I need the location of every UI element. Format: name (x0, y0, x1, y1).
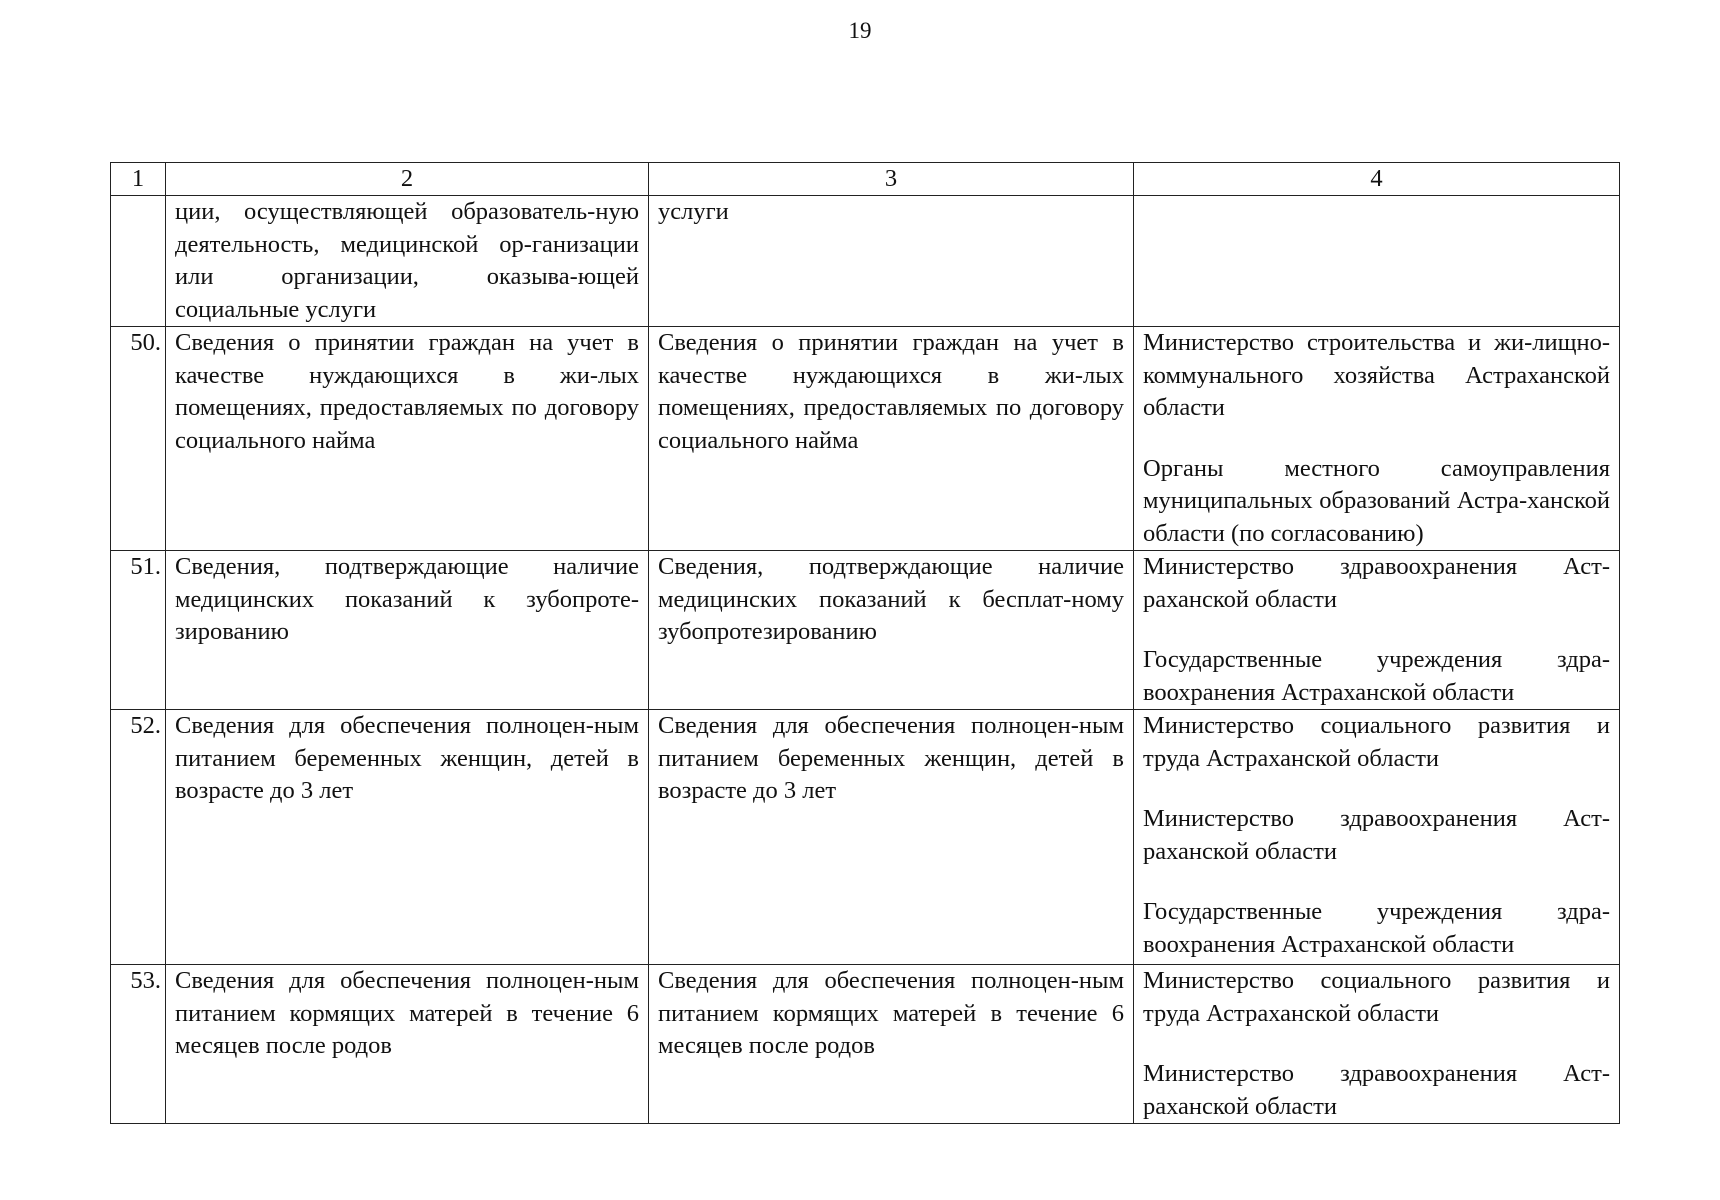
table-header-row (111, 163, 1620, 196)
service-info-text: Сведения, подтверждающие наличие медицинских показаний к бесплат-ному зубопротезированию (658, 553, 1124, 645)
table-row-continuation (111, 196, 1620, 327)
row-number: 51. (111, 551, 166, 710)
info-name-text: Сведения, подтверждающие наличие медицинских показаний к зубопроте-зированию (175, 553, 639, 645)
service-info-text: Сведения о принятии граждан на учет в качестве нуждающихся в жи-лых помещениях, предоставляемых по договору социального найма (658, 329, 1124, 454)
table-row (111, 327, 1620, 551)
authority-cell (1134, 710, 1620, 965)
row-number: 53. (111, 965, 166, 1124)
service-info-cell (649, 551, 1134, 710)
row-number: 50. (111, 327, 166, 551)
info-name-cell (166, 196, 649, 327)
authority-text: Государственные учреждения здра-воохранения Астраханской области (1143, 646, 1610, 706)
info-name-text: Сведения для обеспечения полноцен-ным питанием кормящих матерей в течение 6 месяцев после родов (175, 967, 639, 1059)
table-row (111, 965, 1620, 1124)
authority-text: Министерство строительства и жи-лищно-коммунального хозяйства Астраханской области (1143, 329, 1610, 421)
info-name-cell (166, 710, 649, 965)
authority-text: Министерство здравоохранения Аст-раханской области (1143, 805, 1610, 865)
service-info-cell (649, 965, 1134, 1124)
header-col-4: 4 (1134, 163, 1620, 196)
authority-text: Министерство социального развития и труда Астраханской области (1143, 712, 1610, 772)
info-name-cell (166, 965, 649, 1124)
header-col-1: 1 (111, 163, 166, 196)
info-name-text: ции, осуществляющей образователь-ную деятельность, медицинской ор-ганизации или организации, оказыва-ющей социальные услуги (175, 198, 639, 323)
service-info-text: Сведения для обеспечения полноцен-ным питанием кормящих матерей в течение 6 месяцев после родов (658, 967, 1124, 1059)
info-name-text: Сведения о принятии граждан на учет в качестве нуждающихся в жи-лых помещениях, предоставляемых по договору социального найма (175, 329, 639, 454)
row-number (111, 196, 166, 327)
header-col-3: 3 (649, 163, 1134, 196)
service-info-text: Сведения для обеспечения полноцен-ным питанием беременных женщин, детей в возрасте до 3 лет (658, 712, 1124, 804)
authority-text: Министерство здравоохранения Аст-раханской области (1143, 1060, 1610, 1120)
service-info-text: услуги (658, 198, 729, 225)
info-name-cell (166, 327, 649, 551)
table-row (111, 551, 1620, 710)
data-table (110, 162, 1620, 1124)
row-number: 52. (111, 710, 166, 965)
authority-text: Министерство здравоохранения Аст-раханской области (1143, 553, 1610, 613)
service-info-cell (649, 710, 1134, 965)
info-name-text: Сведения для обеспечения полноцен-ным питанием беременных женщин, детей в возрасте до 3 лет (175, 712, 639, 804)
service-info-cell (649, 327, 1134, 551)
info-name-cell (166, 551, 649, 710)
authority-cell (1134, 551, 1620, 710)
page-number: 19 (848, 18, 872, 43)
authority-cell (1134, 965, 1620, 1124)
service-info-cell (649, 196, 1134, 327)
header-col-2: 2 (166, 163, 649, 196)
authority-cell (1134, 196, 1620, 327)
table-row (111, 710, 1620, 965)
authority-cell (1134, 327, 1620, 551)
authority-text: Органы местного самоуправления муниципальных образований Астра-ханской области (по согласованию) (1143, 454, 1610, 547)
authority-text: Министерство социального развития и труда Астраханской области (1143, 967, 1610, 1027)
authority-text: Государственные учреждения здра-воохранения Астраханской области (1143, 898, 1610, 958)
